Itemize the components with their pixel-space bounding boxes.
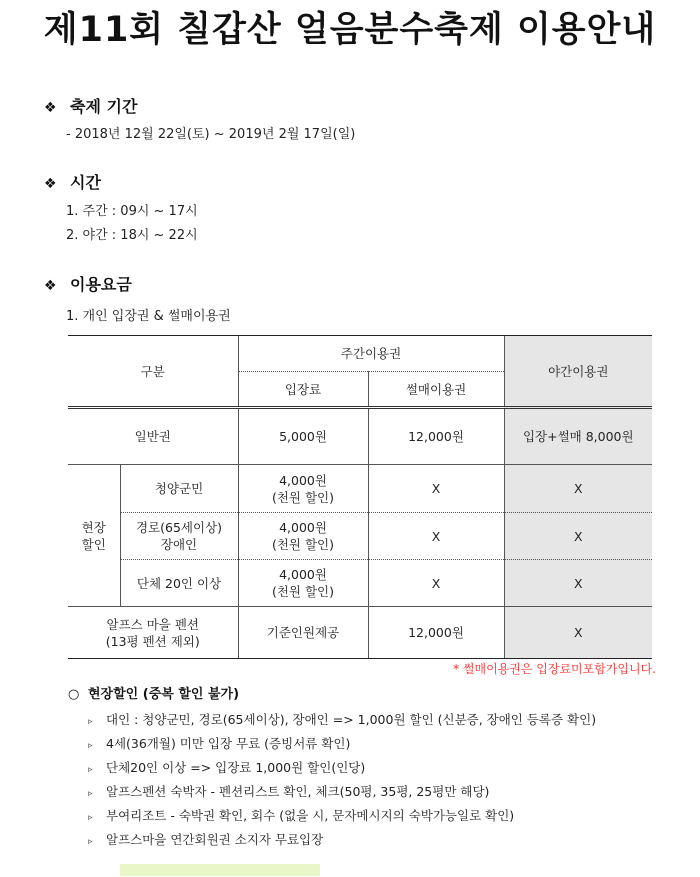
discount-heading [68, 683, 239, 702]
period-heading-text: 축제 기간 [70, 97, 138, 116]
general-night: 입장+썰매 8,000원 [504, 408, 652, 465]
triangle-bullet-icon: ▹ [88, 765, 93, 775]
hours-heading [44, 170, 101, 193]
diamond-bullet-icon: ❖ [44, 100, 57, 116]
row-night: X [504, 513, 652, 560]
pension-label: 알프스 마을 펜션 (13평 펜션 제외) [68, 607, 238, 659]
discount-item [88, 806, 514, 824]
header-category: 구분 [68, 336, 238, 408]
row-entry: 4,000원 (천원 할인) [238, 513, 368, 560]
discount-item [88, 710, 596, 728]
row-label: 경로(65세이상) 장애인 [120, 513, 238, 560]
discount-item [88, 782, 489, 800]
discount-item-text: 단체20인 이상 => 입장료 1,000원 할인(인당) [106, 760, 366, 775]
fees-heading [44, 272, 132, 295]
circle-bullet-icon: ○ [68, 687, 80, 702]
general-label: 일반권 [68, 408, 238, 465]
row-sled: X [368, 513, 504, 560]
triangle-bullet-icon: ▹ [88, 789, 93, 799]
hours-line-day: 1. 주간 : 09시 ~ 17시 [66, 204, 198, 219]
period-heading [44, 94, 137, 117]
discount-item [88, 734, 350, 752]
triangle-bullet-icon: ▹ [88, 837, 93, 847]
general-sled: 12,000원 [368, 408, 504, 465]
fee-table [68, 335, 652, 659]
highlight-strip [120, 864, 320, 876]
discount-item-text: 부여리조트 - 숙박권 확인, 회수 (없을 시, 문자메시지의 숙박가능일로 확인) [106, 808, 515, 823]
discount-item-text: 4세(36개월) 미만 입장 무료 (증빙서류 확인) [106, 736, 351, 751]
row-night: X [504, 560, 652, 607]
header-night-pass: 야간이용권 [504, 336, 652, 408]
hours-line-night: 2. 야간 : 18시 ~ 22시 [66, 228, 198, 243]
row-sled: X [368, 465, 504, 513]
row-entry: 4,000원 (천원 할인) [238, 465, 368, 513]
pension-night: X [504, 607, 652, 659]
discount-heading-text: 현장할인 (중복 할인 불가) [88, 687, 240, 702]
triangle-bullet-icon: ▹ [88, 741, 93, 751]
header-day-pass: 주간이용권 [238, 336, 504, 372]
row-entry: 4,000원 (천원 할인) [238, 560, 368, 607]
hours-heading-text: 시간 [70, 173, 101, 192]
fees-heading-text: 이용요금 [70, 275, 132, 294]
row-sled: X [368, 560, 504, 607]
sled-note: * 썰매이용권은 입장료미포함가입니다. [453, 662, 656, 676]
triangle-bullet-icon: ▹ [88, 813, 93, 823]
discount-item-text: 대인 : 청양군민, 경로(65세이상), 장애인 => 1,000원 할인 (신분증, 장애인 등록증 확인) [106, 712, 597, 727]
row-night: X [504, 465, 652, 513]
discount-item-text: 알프스마을 연간회원권 소지자 무료입장 [106, 832, 324, 847]
discount-item [88, 758, 365, 776]
discount-label: 현장 할인 [68, 465, 120, 607]
discount-item [88, 830, 323, 848]
row-label: 청양군민 [120, 465, 238, 513]
diamond-bullet-icon: ❖ [44, 176, 57, 192]
diamond-bullet-icon: ❖ [44, 278, 57, 294]
row-label: 단체 20인 이상 [120, 560, 238, 607]
triangle-bullet-icon: ▹ [88, 717, 93, 727]
pension-sled: 12,000원 [368, 607, 504, 659]
discount-item-text: 알프스펜션 숙박자 - 펜션리스트 확인, 체크(50평, 35평, 25평만 해당) [106, 784, 490, 799]
page-title: 제11회 칠갑산 얼음분수축제 이용안내 [43, 10, 657, 50]
header-entry-fee: 입장료 [238, 372, 368, 408]
pension-entry: 기준인원제공 [238, 607, 368, 659]
period-line: - 2018년 12월 22일(토) ~ 2019년 2월 17일(일) [66, 127, 356, 142]
fees-subheading: 1. 개인 입장권 & 썰매이용권 [66, 309, 231, 324]
header-sled-pass: 썰매이용권 [368, 372, 504, 408]
general-entry: 5,000원 [238, 408, 368, 465]
